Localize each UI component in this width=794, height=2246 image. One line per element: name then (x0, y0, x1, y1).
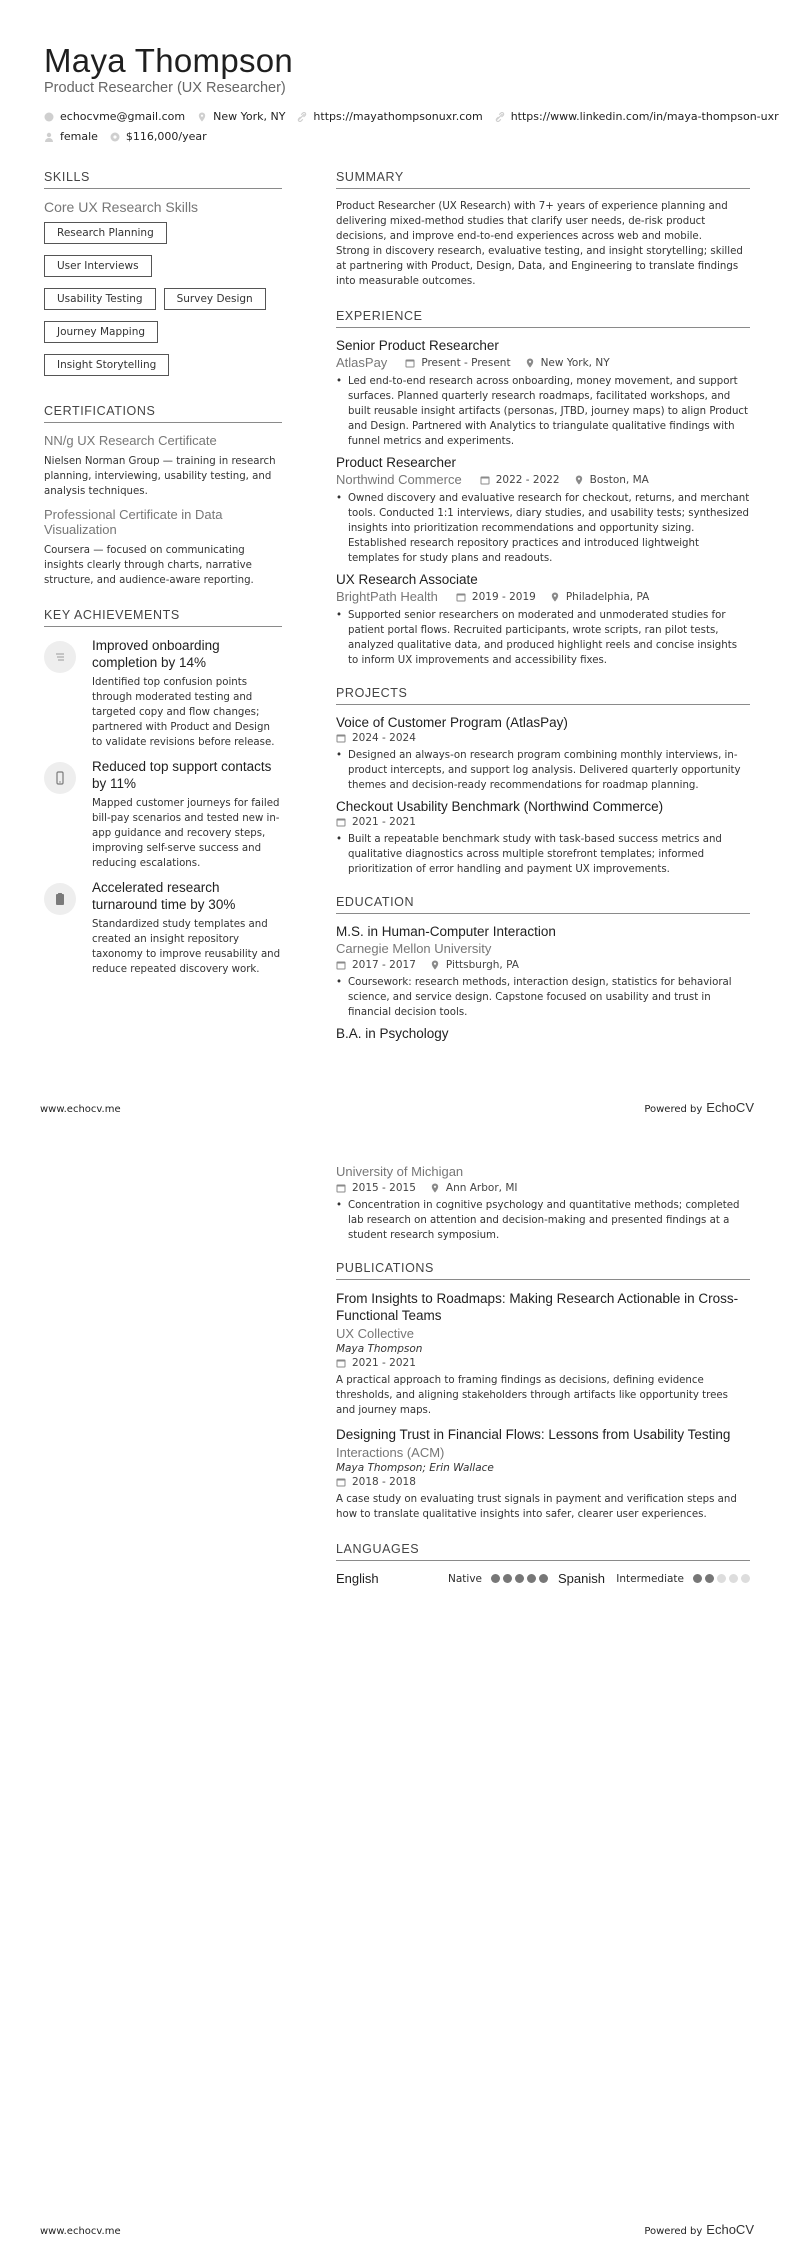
contact-linkedin[interactable]: https://www.linkedin.com/in/maya-thompson-uxr (495, 110, 779, 123)
publication-authors: Maya Thompson; Erin Wallace (336, 1462, 494, 1474)
candidate-name: Maya Thompson (44, 42, 294, 79)
job-title: Product Researcher (336, 455, 457, 470)
summary-paragraph: Strong in discovery research, evaluative testing, and insight storytelling; skilled at partnering with Product, Design, Data, and Engineering to translate findings into measurable outcomes. (336, 246, 743, 287)
degree-title: M.S. in Human-Computer Interaction (336, 924, 556, 939)
summary-paragraph: Product Researcher (UX Research) with 7+ years of experience planning and delivering mixed-method studies that clarify user needs, de-risk product decisions, and improve end-to-end experiences across web and mobile. (336, 201, 728, 242)
language-level: Intermediate (616, 1572, 684, 1585)
company-name: Northwind Commerce (336, 472, 462, 487)
calendar-icon (336, 733, 346, 743)
achievement-desc: Mapped customer journeys for failed bill-pay scenarios and tested new in-app guidance and recovery steps, improving self-serve success and reducing escalations. (92, 798, 280, 869)
experience-item (336, 455, 750, 566)
publications-heading: PUBLICATIONS (336, 1261, 750, 1280)
job-location: Philadelphia, PA (550, 591, 650, 603)
location-pin-icon (430, 960, 440, 970)
job-title: Senior Product Researcher (336, 338, 499, 353)
skills-group-title: Core UX Research Skills (44, 199, 199, 215)
location-pin-icon (550, 592, 560, 602)
experience-item (336, 338, 750, 449)
summary-section (336, 170, 750, 289)
contact-location: New York, NY (197, 110, 285, 123)
calendar-icon (480, 475, 490, 485)
achievements-section (44, 608, 282, 977)
publication-authors: Maya Thompson (336, 1343, 423, 1355)
location-pin-icon (525, 358, 535, 368)
job-dates: 2022 - 2022 (480, 474, 560, 486)
language-item (336, 1571, 548, 1586)
calendar-icon (336, 1183, 346, 1193)
languages-heading: LANGUAGES (336, 1542, 750, 1561)
rating-dot-filled (705, 1574, 714, 1583)
achievements-heading: KEY ACHIEVEMENTS (44, 608, 282, 627)
degree-title: B.A. in Psychology (336, 1026, 449, 1041)
certification-title: Professional Certificate in Data Visualization (44, 507, 223, 537)
salary-icon (110, 132, 120, 142)
education-item (336, 924, 750, 1020)
language-name: English (336, 1571, 379, 1586)
project-item (336, 799, 750, 877)
school-name: Carnegie Mellon University (336, 941, 492, 956)
certifications-heading: CERTIFICATIONS (44, 404, 282, 423)
certifications-section (44, 404, 282, 588)
publication-item (336, 1290, 750, 1418)
language-rating (690, 1574, 750, 1583)
skill-tag: Journey Mapping (44, 321, 158, 343)
person-icon (44, 132, 54, 142)
language-level: Native (448, 1572, 482, 1585)
rating-dot-empty (741, 1574, 750, 1583)
footer-brand[interactable]: EchoCV (706, 1100, 754, 1115)
achievement-desc: Standardized study templates and created an insight repository taxonomy to improve reusability and reduce repeated discovery work. (92, 919, 281, 975)
clipboard-icon (44, 883, 76, 915)
publication-venue: UX Collective (336, 1326, 415, 1341)
education-item (336, 1164, 750, 1243)
calendar-icon (336, 1477, 346, 1487)
publication-dates: 2018 - 2018 (336, 1476, 416, 1488)
rating-dot-filled (503, 1574, 512, 1583)
achievement-title: Accelerated research turnaround time by 30% (92, 880, 236, 912)
calendar-icon (456, 592, 466, 602)
company-name: AtlasPay (336, 355, 388, 370)
contact-gender: female (44, 130, 98, 143)
publication-desc: A case study on evaluating trust signals in payment and verification steps and how to translate qualitative insights into safer, clearer user experiences. (336, 1494, 737, 1520)
language-item (548, 1571, 750, 1586)
language-name: Spanish (558, 1571, 605, 1586)
project-dates: 2021 - 2021 (336, 816, 416, 828)
skills-section (44, 170, 282, 386)
contact-email[interactable]: echocvme@gmail.com (44, 110, 185, 123)
publication-desc: A practical approach to framing findings as decisions, defining evidence thresholds, and aligning stakeholders through artifacts like opportunity trees and journey maps. (336, 1375, 728, 1416)
project-meta (336, 816, 750, 828)
list-icon (44, 641, 76, 673)
project-item (336, 715, 750, 793)
projects-section (336, 686, 750, 877)
rating-dot-filled (527, 1574, 536, 1583)
candidate-title: Product Researcher (UX Researcher) (44, 80, 286, 96)
achievement-item (44, 879, 282, 977)
contact-row-2 (44, 130, 219, 143)
publication-item (336, 1426, 750, 1522)
publication-venue: Interactions (ACM) (336, 1445, 445, 1460)
languages-section (336, 1542, 750, 1586)
job-meta (336, 472, 750, 487)
job-title: UX Research Associate (336, 572, 478, 587)
job-location: Boston, MA (574, 474, 649, 486)
publication-title: Designing Trust in Financial Flows: Lessons from Usability Testing (336, 1427, 731, 1442)
education-dates: 2015 - 2015 (336, 1182, 416, 1194)
skill-tag: Research Planning (44, 222, 167, 244)
certification-desc: Coursera — focused on communicating insights clearly through charts, narrative structure, and audience-aware reporting. (44, 545, 254, 586)
education-heading: EDUCATION (336, 895, 750, 914)
contact-row-1 (44, 110, 791, 123)
job-location: New York, NY (525, 357, 610, 369)
job-bullet: • Supported senior researchers on moderated and unmoderated studies for patient portal flows. Recruited participants, wrote scripts, ran pilot tests, analyzed qualitative data, and produced highlight reels and concise insights to inform UX improvements and accessibility fixes. (336, 608, 750, 668)
rating-dot-filled (515, 1574, 524, 1583)
school-name: University of Michigan (336, 1164, 464, 1179)
certification-desc: Nielsen Norman Group — training in research planning, interviewing, usability testing, and analysis techniques. (44, 456, 276, 497)
left-column (44, 170, 282, 985)
footer-brand[interactable]: EchoCV (706, 2222, 754, 2237)
achievement-title: Reduced top support contacts by 11% (92, 759, 272, 791)
right-column-continued (336, 1164, 750, 1586)
job-bullet: • Led end-to-end research across onboarding, money movement, and support surfaces. Planned quarterly research roadmaps, facilitated workshops, and built reusable insight artifacts (personas, JTBD, journey maps) to align Product and Design. Partnered with Analytics to triangulate qualitative findings with funnel metrics and experiments. (336, 374, 750, 449)
achievement-item (44, 758, 282, 871)
link-icon (297, 112, 307, 122)
skills-heading: SKILLS (44, 170, 282, 189)
project-title: Checkout Usability Benchmark (Northwind Commerce) (336, 799, 664, 814)
education-meta (336, 959, 750, 971)
job-meta (336, 589, 750, 604)
rating-dot-filled (693, 1574, 702, 1583)
achievement-title: Improved onboarding completion by 14% (92, 638, 220, 670)
job-dates: 2019 - 2019 (456, 591, 536, 603)
project-bullet: • Built a repeatable benchmark study with task-based success metrics and qualitative diagnostics across multiple storefront templates; informed prioritization of error handling and payment UX improvements. (336, 832, 750, 877)
location-pin-icon (574, 475, 584, 485)
footer-site[interactable]: www.echocv.me (40, 2226, 121, 2237)
skill-tag: Survey Design (164, 288, 266, 310)
publication-meta (336, 1476, 750, 1488)
job-bullet: • Owned discovery and evaluative research for checkout, returns, and merchant tools. Conducted 1:1 interviews, diary studies, and usability tests; synthesized insights into prioritization recommendations and opportunity sizing. Established research repository practices and introduced lightweight templates for study plans and readouts. (336, 491, 750, 566)
projects-heading: PROJECTS (336, 686, 750, 705)
education-location: Ann Arbor, MI (430, 1182, 518, 1194)
calendar-icon (405, 358, 415, 368)
project-bullet: • Designed an always-on research program combining monthly interviews, in-product intercepts, and support log analysis. Delivered quarterly opportunity themes and decision-ready recommendations for roadmap planning. (336, 748, 750, 793)
experience-section (336, 309, 750, 668)
language-rating (488, 1574, 548, 1583)
footer-powered: Powered by EchoCV (644, 2222, 754, 2237)
rating-dot-empty (729, 1574, 738, 1583)
languages-row (336, 1571, 750, 1586)
calendar-icon (336, 817, 346, 827)
education-location: Pittsburgh, PA (430, 959, 519, 971)
skills-list (44, 221, 282, 386)
education-bullet: • Concentration in cognitive psychology and quantitative methods; completed lab research on attention and decision-making and presented findings at a student research symposium. (336, 1198, 750, 1243)
job-dates: Present - Present (405, 357, 510, 369)
publications-section (336, 1261, 750, 1522)
skill-tag: User Interviews (44, 255, 152, 277)
achievement-item (44, 637, 282, 750)
location-pin-icon (430, 1183, 440, 1193)
email-icon (44, 112, 54, 122)
skill-tag: Insight Storytelling (44, 354, 169, 376)
education-meta (336, 1182, 750, 1194)
resume-page-2 (0, 1122, 794, 2246)
company-name: BrightPath Health (336, 589, 438, 604)
contact-salary: $116,000/year (110, 130, 207, 143)
achievement-desc: Identified top confusion points through moderated testing and targeted copy and flow changes; partnered with Product and Design to validate revisions before release. (92, 677, 275, 748)
publication-title: From Insights to Roadmaps: Making Research Actionable in Cross-Functional Teams (336, 1291, 739, 1323)
summary-heading: SUMMARY (336, 170, 750, 189)
rating-dot-empty (717, 1574, 726, 1583)
project-title: Voice of Customer Program (AtlasPay) (336, 715, 568, 730)
project-meta (336, 732, 750, 744)
publication-meta (336, 1357, 750, 1369)
job-meta (336, 355, 750, 370)
link-icon (495, 112, 505, 122)
calendar-icon (336, 960, 346, 970)
footer-site[interactable]: www.echocv.me (40, 1104, 121, 1115)
education-bullet: • Coursework: research methods, interaction design, statistics for behavioral science, and service design. Capstone focused on usability and trust in financial decision tools. (336, 975, 750, 1020)
rating-dot-filled (491, 1574, 500, 1583)
education-dates: 2017 - 2017 (336, 959, 416, 971)
resume-page-1 (0, 0, 794, 1122)
education-section (336, 895, 750, 1041)
publication-dates: 2021 - 2021 (336, 1357, 416, 1369)
experience-heading: EXPERIENCE (336, 309, 750, 328)
contact-website[interactable]: https://mayathompsonuxr.com (297, 110, 482, 123)
right-column (336, 170, 750, 1043)
rating-dot-filled (539, 1574, 548, 1583)
location-pin-icon (197, 112, 207, 122)
phone-icon (44, 762, 76, 794)
certification-title: NN/g UX Research Certificate (44, 433, 217, 448)
skill-tag: Usability Testing (44, 288, 156, 310)
project-dates: 2024 - 2024 (336, 732, 416, 744)
experience-item (336, 572, 750, 668)
calendar-icon (336, 1358, 346, 1368)
footer-powered: Powered by EchoCV (644, 1100, 754, 1115)
